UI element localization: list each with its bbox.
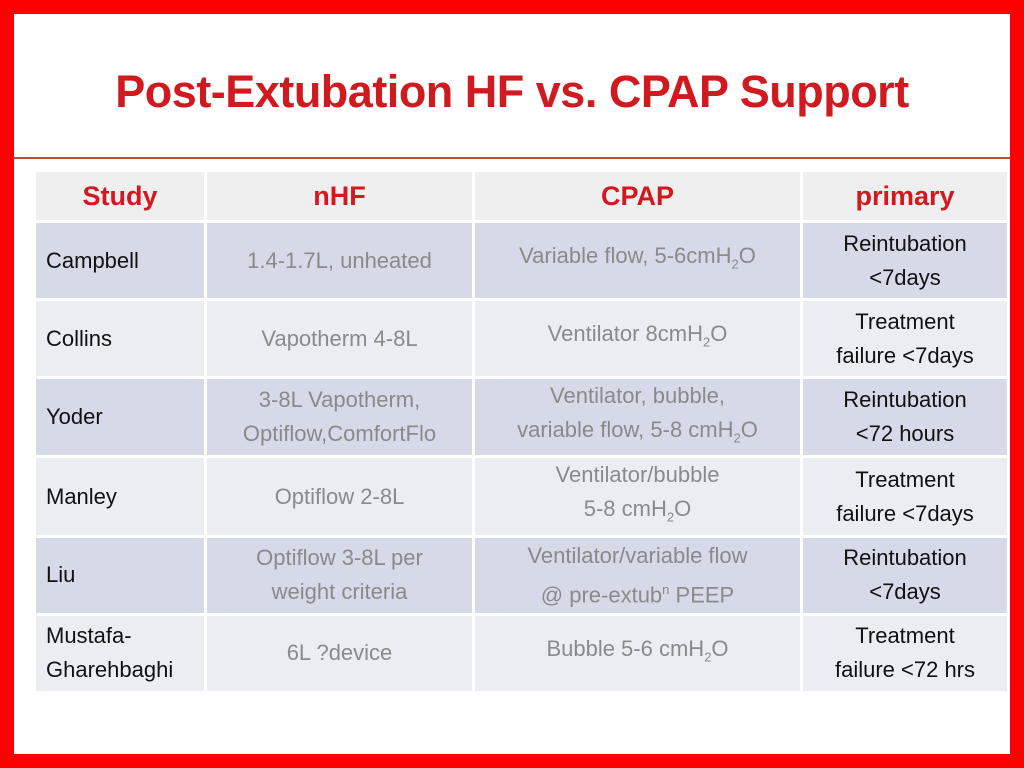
study-name: Campbell <box>46 247 139 273</box>
nhf-text: weight criteria <box>271 579 408 605</box>
primary-line: Reintubation <box>843 230 967 256</box>
cpap-text: variable flow, 5-8 cmH <box>517 417 734 442</box>
table-row <box>36 379 1007 455</box>
study-cell <box>36 538 204 613</box>
study-name: Manley <box>46 483 117 509</box>
cpap-subscript: 2 <box>704 649 712 665</box>
nhf-text: Optiflow 3-8L per <box>256 545 423 571</box>
primary-line: Treatment <box>855 466 955 492</box>
cpap-subscript: 2 <box>666 509 675 525</box>
study-comparison-table <box>33 169 1010 694</box>
primary-line: <7days <box>869 264 941 290</box>
cpap-text-suffix: O <box>711 636 729 662</box>
primary-line: failure <7days <box>836 500 974 526</box>
title-divider <box>14 157 1010 159</box>
nhf-cell <box>207 223 472 298</box>
primary-line: Reintubation <box>843 545 967 571</box>
study-cell <box>36 458 204 534</box>
table-row <box>36 616 1007 691</box>
study-cell <box>36 301 204 376</box>
cpap-text: @ pre-extub <box>540 581 663 607</box>
table-row <box>36 538 1007 613</box>
cpap-text-suffix: O <box>740 417 758 442</box>
header-primary: primary <box>803 172 1007 220</box>
primary-cell <box>803 458 1007 534</box>
cpap-text: Ventilator/variable flow <box>527 542 748 568</box>
nhf-cell <box>207 616 472 691</box>
nhf-cell <box>207 301 472 376</box>
cpap-text-suffix: O <box>674 496 692 522</box>
nhf-text: Optiflow,ComfortFlo <box>242 421 437 447</box>
study-name: Liu <box>46 562 76 588</box>
nhf-cell <box>207 458 472 534</box>
nhf-cell <box>207 379 472 455</box>
table-row <box>36 223 1007 298</box>
cpap-text: Ventilator/bubble <box>555 462 720 488</box>
nhf-text: 6L ?device <box>286 640 393 666</box>
primary-cell <box>803 538 1007 613</box>
cpap-text: Bubble 5-6 cmH <box>546 636 705 662</box>
cpap-cell <box>475 379 800 455</box>
study-cell <box>36 223 204 298</box>
study-cell <box>36 379 204 455</box>
primary-cell <box>803 301 1007 376</box>
slide-title: Post-Extubation HF vs. CPAP Support <box>115 66 909 117</box>
primary-line: <7days <box>869 579 941 605</box>
cpap-text: 5-8 cmH <box>583 496 667 522</box>
nhf-text: 3-8L Vapotherm, <box>258 387 421 413</box>
cpap-cell <box>475 458 800 534</box>
cpap-text: Ventilator, bubble, <box>550 383 725 408</box>
cpap-superscript: n <box>662 581 670 597</box>
table-row <box>36 301 1007 376</box>
primary-line: failure <72 hrs <box>834 657 976 683</box>
primary-line: Treatment <box>855 308 955 334</box>
study-table-container <box>36 172 1004 694</box>
nhf-text: Optiflow 2-8L <box>274 483 405 509</box>
nhf-text: 1.4-1.7L, unheated <box>247 247 432 273</box>
header-cpap: CPAP <box>475 172 800 220</box>
primary-cell <box>803 616 1007 691</box>
cpap-cell <box>475 301 800 376</box>
primary-cell <box>803 379 1007 455</box>
cpap-text-suffix: O <box>710 321 728 347</box>
primary-line: failure <7days <box>836 342 974 368</box>
study-name: Gharehbaghi <box>46 657 174 683</box>
header-nhf: nHF <box>207 172 472 220</box>
study-cell <box>36 616 204 691</box>
cpap-subscript: 2 <box>731 256 739 272</box>
cpap-subscript: 2 <box>733 430 741 446</box>
header-study: Study <box>36 172 204 220</box>
cpap-cell <box>475 616 800 691</box>
slide-content <box>14 14 1010 754</box>
nhf-text: Vapotherm 4-8L <box>261 325 418 351</box>
cpap-cell <box>475 538 800 613</box>
primary-cell <box>803 223 1007 298</box>
cpap-text-suffix: PEEP <box>669 581 735 607</box>
cpap-subscript: 2 <box>702 334 711 350</box>
nhf-cell <box>207 538 472 613</box>
primary-line: Treatment <box>855 623 955 649</box>
primary-line: Reintubation <box>843 387 967 413</box>
cpap-cell <box>475 223 800 298</box>
study-name: Mustafa- <box>46 623 132 649</box>
table-header-row <box>36 172 1007 220</box>
table-row <box>36 458 1007 534</box>
cpap-text-suffix: O <box>738 243 756 269</box>
cpap-text: Variable flow, 5-6cmH <box>519 243 732 269</box>
study-name: Collins <box>46 325 113 351</box>
study-name: Yoder <box>46 404 103 430</box>
cpap-text: Ventilator 8cmH <box>547 321 703 347</box>
primary-line: <72 hours <box>855 421 955 447</box>
